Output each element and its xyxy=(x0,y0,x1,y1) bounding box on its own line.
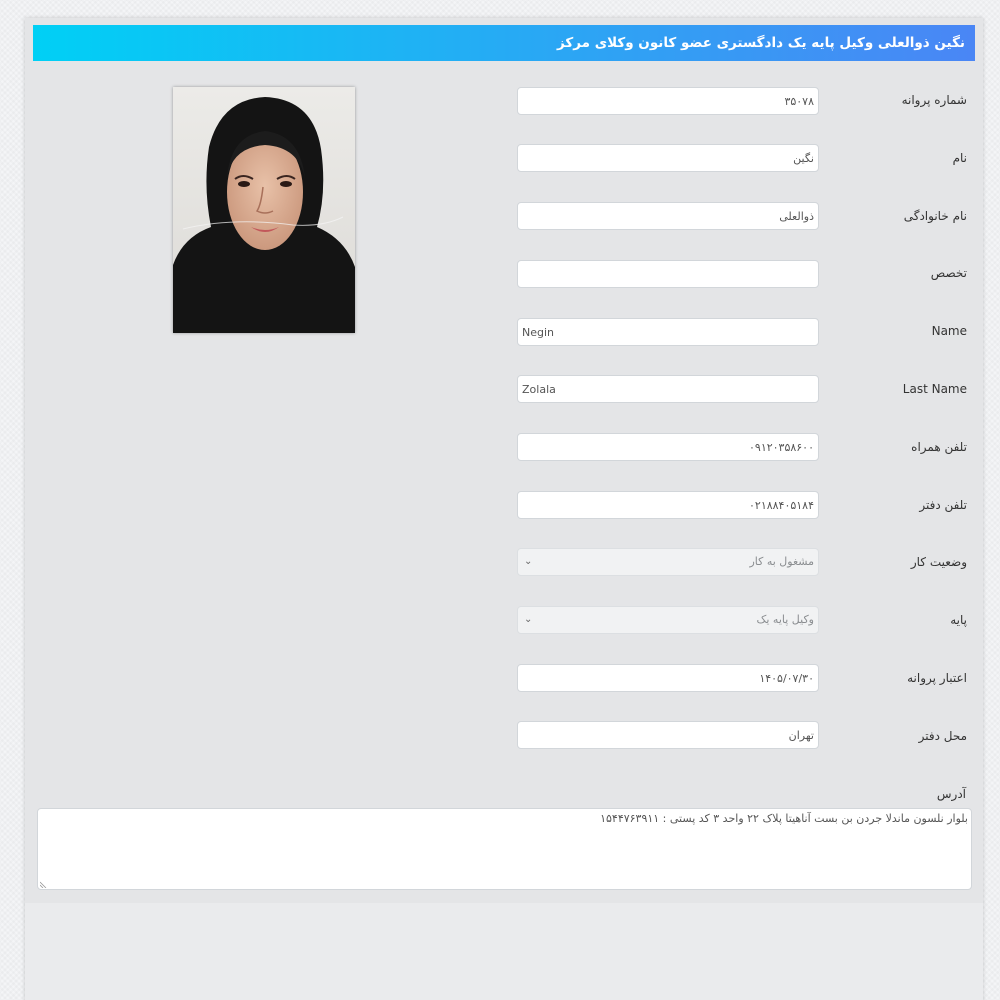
address-textarea[interactable] xyxy=(37,808,972,890)
grade-select[interactable] xyxy=(517,606,819,634)
specialty-field[interactable] xyxy=(517,260,819,288)
last-name-en-label: Last Name xyxy=(902,382,967,396)
first-name-label: نام xyxy=(952,151,967,165)
specialty-label: تخصص xyxy=(930,266,967,280)
mobile-label: تلفن همراه xyxy=(911,440,967,454)
grade-label: پایه xyxy=(950,613,967,627)
portrait-photo-icon xyxy=(173,87,355,333)
resize-grip-icon[interactable] xyxy=(40,880,48,888)
license-validity-label: اعتبار پروانه xyxy=(907,671,967,685)
license-number-label: شماره پروانه xyxy=(901,93,967,107)
address-label: آدرس xyxy=(936,787,966,801)
office-location-field[interactable] xyxy=(517,721,819,749)
panel-footer xyxy=(25,903,983,1000)
chevron-down-icon: ⌄ xyxy=(524,556,533,567)
office-phone-label: تلفن دفتر xyxy=(919,498,967,512)
office-phone-field[interactable] xyxy=(517,491,819,519)
license-number-field[interactable] xyxy=(517,87,819,115)
work-status-label: وضعیت کار xyxy=(910,555,967,569)
first-name-field[interactable] xyxy=(517,144,819,172)
mobile-field[interactable] xyxy=(517,433,819,461)
name-en-field[interactable] xyxy=(517,318,819,346)
office-location-label: محل دفتر xyxy=(918,729,967,743)
work-status-select[interactable] xyxy=(517,548,819,576)
lawyer-photo xyxy=(173,87,355,333)
license-validity-field[interactable] xyxy=(517,664,819,692)
last-name-fa-field[interactable] xyxy=(517,202,819,230)
name-en-label: Name xyxy=(931,324,967,338)
page-title: نگین ذوالعلی وکیل پایه یک دادگستری عضو کانون وکلای مرکز xyxy=(33,25,975,61)
grade-value: وکیل پایه یک xyxy=(756,613,814,626)
lawyer-profile-panel xyxy=(25,18,983,1000)
work-status-value: مشغول به کار xyxy=(749,555,814,568)
last-name-en-field[interactable] xyxy=(517,375,819,403)
chevron-down-icon: ⌄ xyxy=(524,614,533,625)
last-name-fa-label: نام خانوادگی xyxy=(903,209,967,223)
